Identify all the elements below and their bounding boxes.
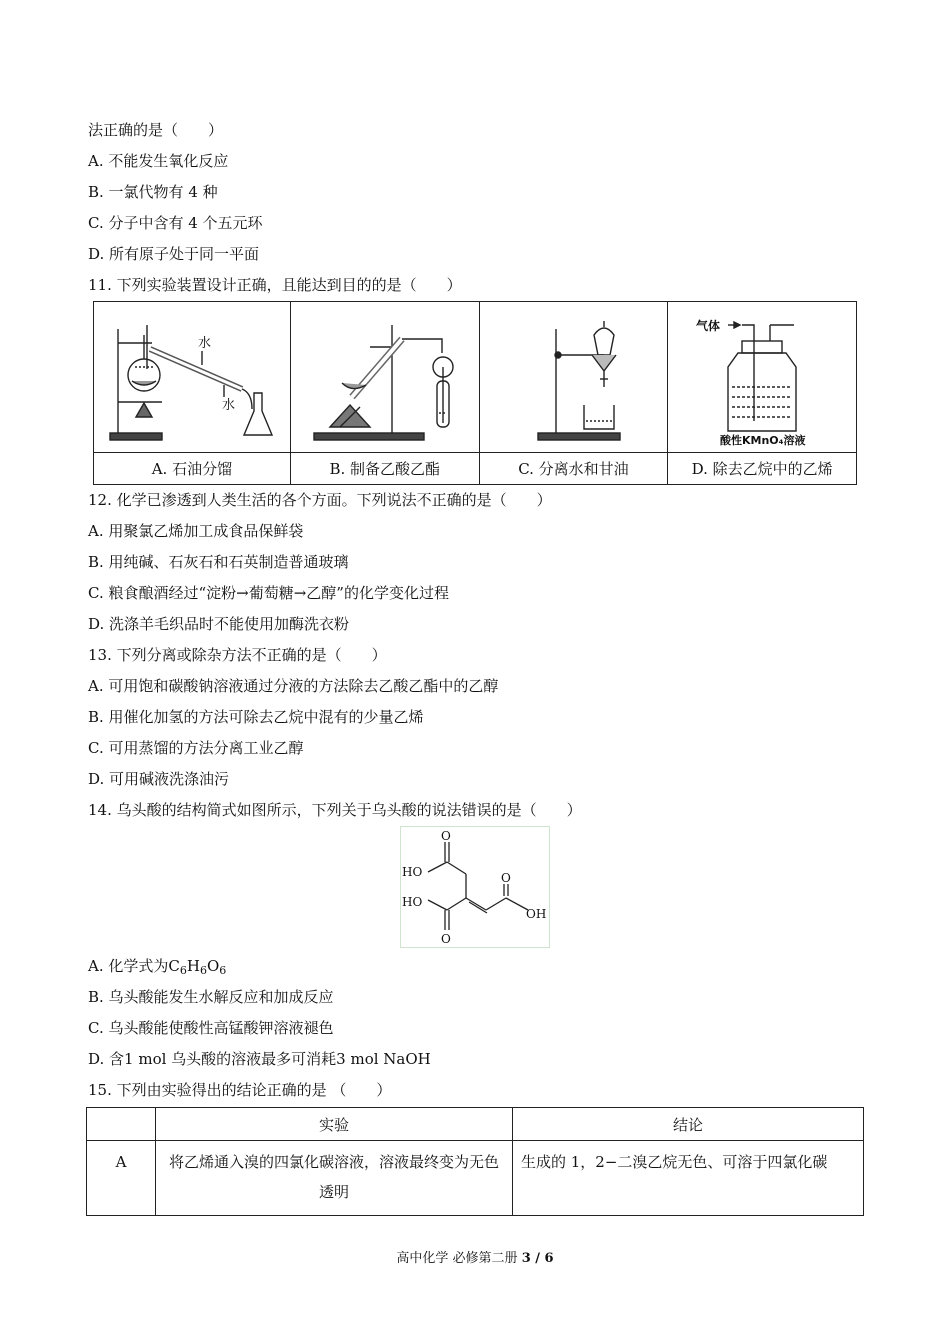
q14-option-a-prefix: A. 化学式为 [88, 957, 169, 975]
q10-option-d: D. 所有原子处于同一平面 [88, 245, 260, 263]
q11-figure-c [479, 302, 668, 453]
mol-label-o-bottom: O [441, 932, 451, 946]
q11-figure-a [94, 302, 291, 453]
q13-stem: 13. 下列分离或除杂方法不正确的是（ ） [88, 646, 387, 664]
q11-caption-c: C. 分离水和甘油 [479, 453, 668, 485]
q11-caption-d: D. 除去乙烷中的乙烯 [668, 453, 857, 485]
formula-h: H [186, 957, 200, 975]
q11-figure-b [290, 302, 479, 453]
formula-o: O [206, 957, 220, 975]
water-outlet-label: 水 [221, 398, 235, 413]
q14-option-a [88, 956, 226, 981]
q13-option-c: C. 可用蒸馏的方法分离工业乙醇 [88, 739, 304, 757]
ester-preparation-apparatus-icon [300, 307, 470, 447]
q13-option-b: B. 用催化加氢的方法可除去乙烷中混有的少量乙烯 [88, 708, 424, 726]
distillation-apparatus-icon [102, 307, 282, 447]
q10-stem-tail: 法正确的是（ ） [88, 121, 224, 139]
q13-option-a: A. 可用饱和碳酸钠溶液通过分液的方法除去乙酸乙酯中的乙醇 [88, 677, 499, 695]
page-number: 3 / 6 [521, 1251, 554, 1266]
q15-row-conclusion: 生成的 1，2−二溴乙烷无色、可溶于四氯化碳 [513, 1141, 864, 1216]
formula-c: C [168, 957, 180, 975]
q11-apparatus-table [93, 301, 857, 485]
q13-option-d: D. 可用碱液洗涤油污 [88, 770, 230, 788]
q15-header-experiment: 实验 [156, 1108, 513, 1141]
q14-stem: 14. 乌头酸的结构简式如图所示，下列关于乌头酸的说法错误的是（ ） [88, 801, 582, 819]
mol-label-ho-1: HO [402, 865, 423, 879]
mol-label-ho-2: HO [402, 895, 423, 909]
formula-o-count: 6 [219, 964, 227, 977]
q15-header-blank [87, 1108, 156, 1141]
q10-option-b: B. 一氯代物有 4 种 [88, 183, 218, 201]
table-row [87, 1141, 864, 1216]
footer-text: 高中化学 必修第二册 [396, 1251, 522, 1266]
gas-washing-bottle-icon [682, 307, 842, 447]
q12-option-b: B. 用纯碱、石灰石和石英制造普通玻璃 [88, 553, 349, 571]
mol-label-o-right: O [501, 871, 511, 885]
gas-inlet-label: 气体 [696, 319, 721, 333]
separatory-funnel-apparatus-icon [498, 307, 648, 447]
kmno4-solution-label: 酸性KMnO₄溶液 [720, 434, 806, 447]
q15-stem: 15. 下列由实验得出的结论正确的是 （ ） [88, 1081, 392, 1099]
formula-c-count: 6 [179, 964, 187, 977]
mol-label-o-top: O [441, 829, 451, 843]
q10-option-c: C. 分子中含有 4 个五元环 [88, 214, 263, 232]
water-inlet-label: 水 [197, 336, 211, 351]
q14-option-c: C. 乌头酸能使酸性高锰酸钾溶液褪色 [88, 1019, 334, 1037]
q11-figure-d [668, 302, 857, 453]
q12-option-c: C. 粮食酿酒经过“淀粉→葡萄糖→乙醇”的化学变化过程 [88, 584, 449, 602]
q12-option-a: A. 用聚氯乙烯加工成食品保鲜袋 [88, 522, 304, 540]
mol-label-oh-right: OH [526, 907, 547, 921]
q10-option-a: A. 不能发生氧化反应 [88, 152, 229, 170]
q15-row-experiment: 将乙烯通入溴的四氯化碳溶液，溶液最终变为无色透明 [156, 1141, 513, 1216]
q15-header-conclusion: 结论 [513, 1108, 864, 1141]
q15-row-label: A [87, 1141, 156, 1216]
q14-option-b: B. 乌头酸能发生水解反应和加成反应 [88, 988, 334, 1006]
q14-option-d: D. 含1 mol 乌头酸的溶液最多可消耗3 mol NaOH [88, 1050, 431, 1068]
q11-caption-a: A. 石油分馏 [94, 453, 291, 485]
q11-caption-b: B. 制备乙酸乙酯 [290, 453, 479, 485]
q12-stem: 12. 化学已渗透到人类生活的各个方面。下列说法不正确的是（ ） [88, 491, 552, 509]
aconitic-acid-structure [400, 826, 550, 948]
page-footer [0, 1247, 950, 1266]
q11-stem: 11. 下列实验装置设计正确，且能达到目的的是（ ） [88, 276, 462, 294]
q15-table [86, 1107, 864, 1216]
aconitic-acid-structure-icon [400, 826, 550, 948]
q12-option-d: D. 洗涤羊毛织品时不能使用加酶洗衣粉 [88, 615, 350, 633]
formula-h-count: 6 [199, 964, 207, 977]
